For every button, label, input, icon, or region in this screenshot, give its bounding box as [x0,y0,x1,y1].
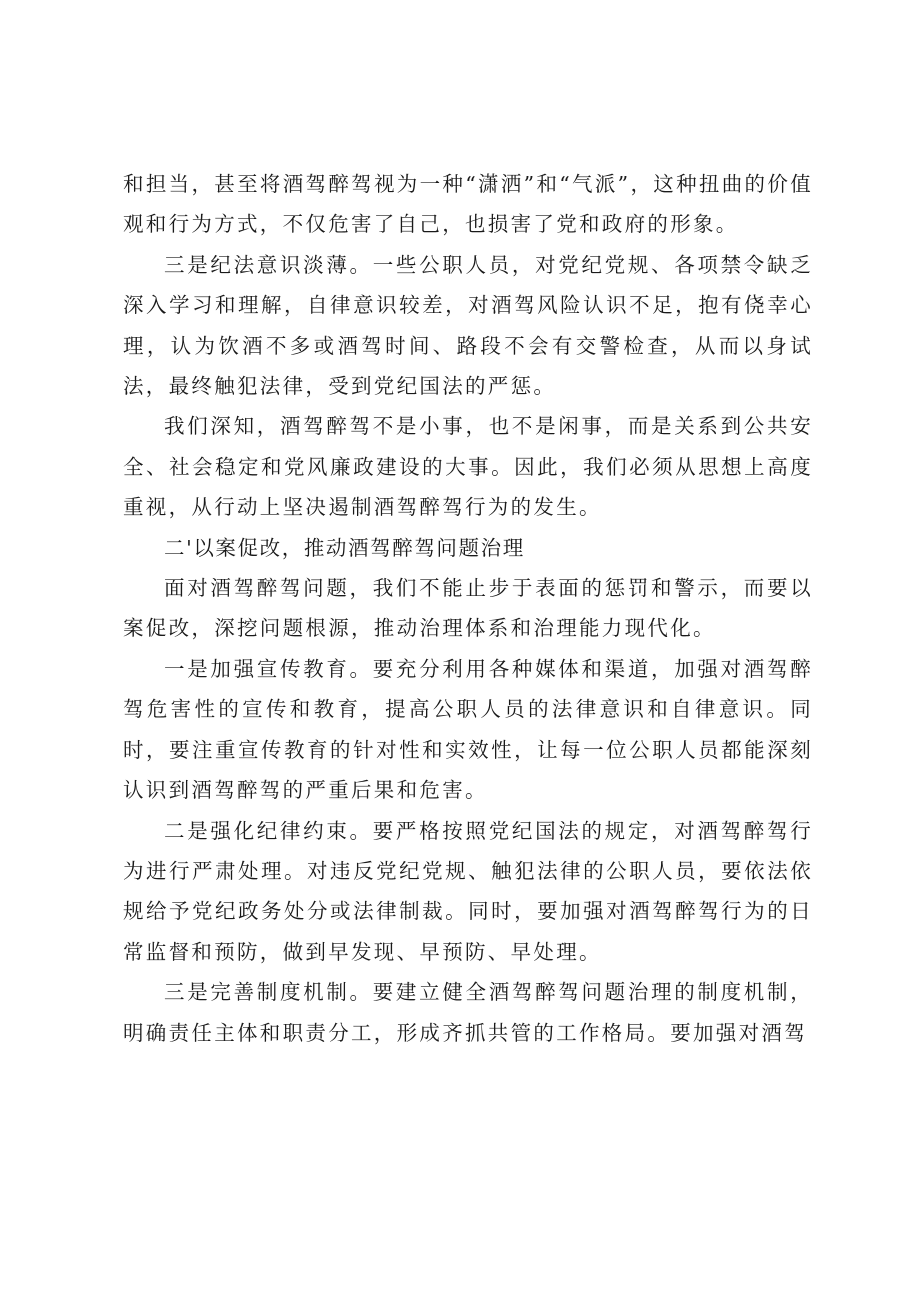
paragraph-education: 一是加强宣传教育。要充分利用各种媒体和渠道，加强对酒驾醉驾危害性的宣传和教育，提高公职人员的法律意识和自律意识。同时，要注重宣传教育的针对性和实效性，让每一位公职人员都能深刻认识到酒驾醉驾的严重后果和危害。 [123,656,813,803]
section-heading: 二'以案促改，推动酒驾醉驾问题治理 [164,535,525,560]
paragraph-mechanism: 三是完善制度机制。要建立健全酒驾醉驾问题治理的制度机制，明确责任主体和职责分工，形成齐抓共管的工作格局。要加强对酒驾 [123,980,813,1045]
paragraph-intro-reform: 面对酒驾醉驾问题，我们不能止步于表面的惩罚和警示，而要以案促改，深挖问题根源，推动治理体系和治理能力现代化。 [123,576,813,641]
paragraph-legal-awareness: 三是纪法意识淡薄。一些公职人员，对党纪党规、各项禁令缺乏深入学习和理解，自律意识较差，对酒驾风险认识不足，抱有侥幸心理，认为饮酒不多或酒驾时间、路段不会有交警检查，从而以身试法，最终触犯法律，受到党纪国法的严惩。 [123,252,813,399]
paragraph-importance: 我们深知，酒驾醉驾不是小事，也不是闲事，而是关系到公共安全、社会稳定和党风廉政建设的大事。因此，我们必须从思想上高度重视，从行动上坚决遏制酒驾醉驾行为的发生。 [123,414,813,520]
document-body [123,164,813,1053]
paragraph-continuation: 和担当，甚至将酒驾醉驾视为一种“潇洒”和“气派”，这种扭曲的价值观和行为方式，不仅危害了自己，也损害了党和政府的形象。 [123,172,813,237]
paragraph-discipline: 二是强化纪律约束。要严格按照党纪国法的规定，对酒驾醉驾行为进行严肃处理。对违反党纪党规、触犯法律的公职人员，要依法依规给予党纪政务处分或法律制裁。同时，要加强对酒驾醉驾行为的日常监督和预防，做到早发现、早预防、早处理。 [123,818,813,964]
